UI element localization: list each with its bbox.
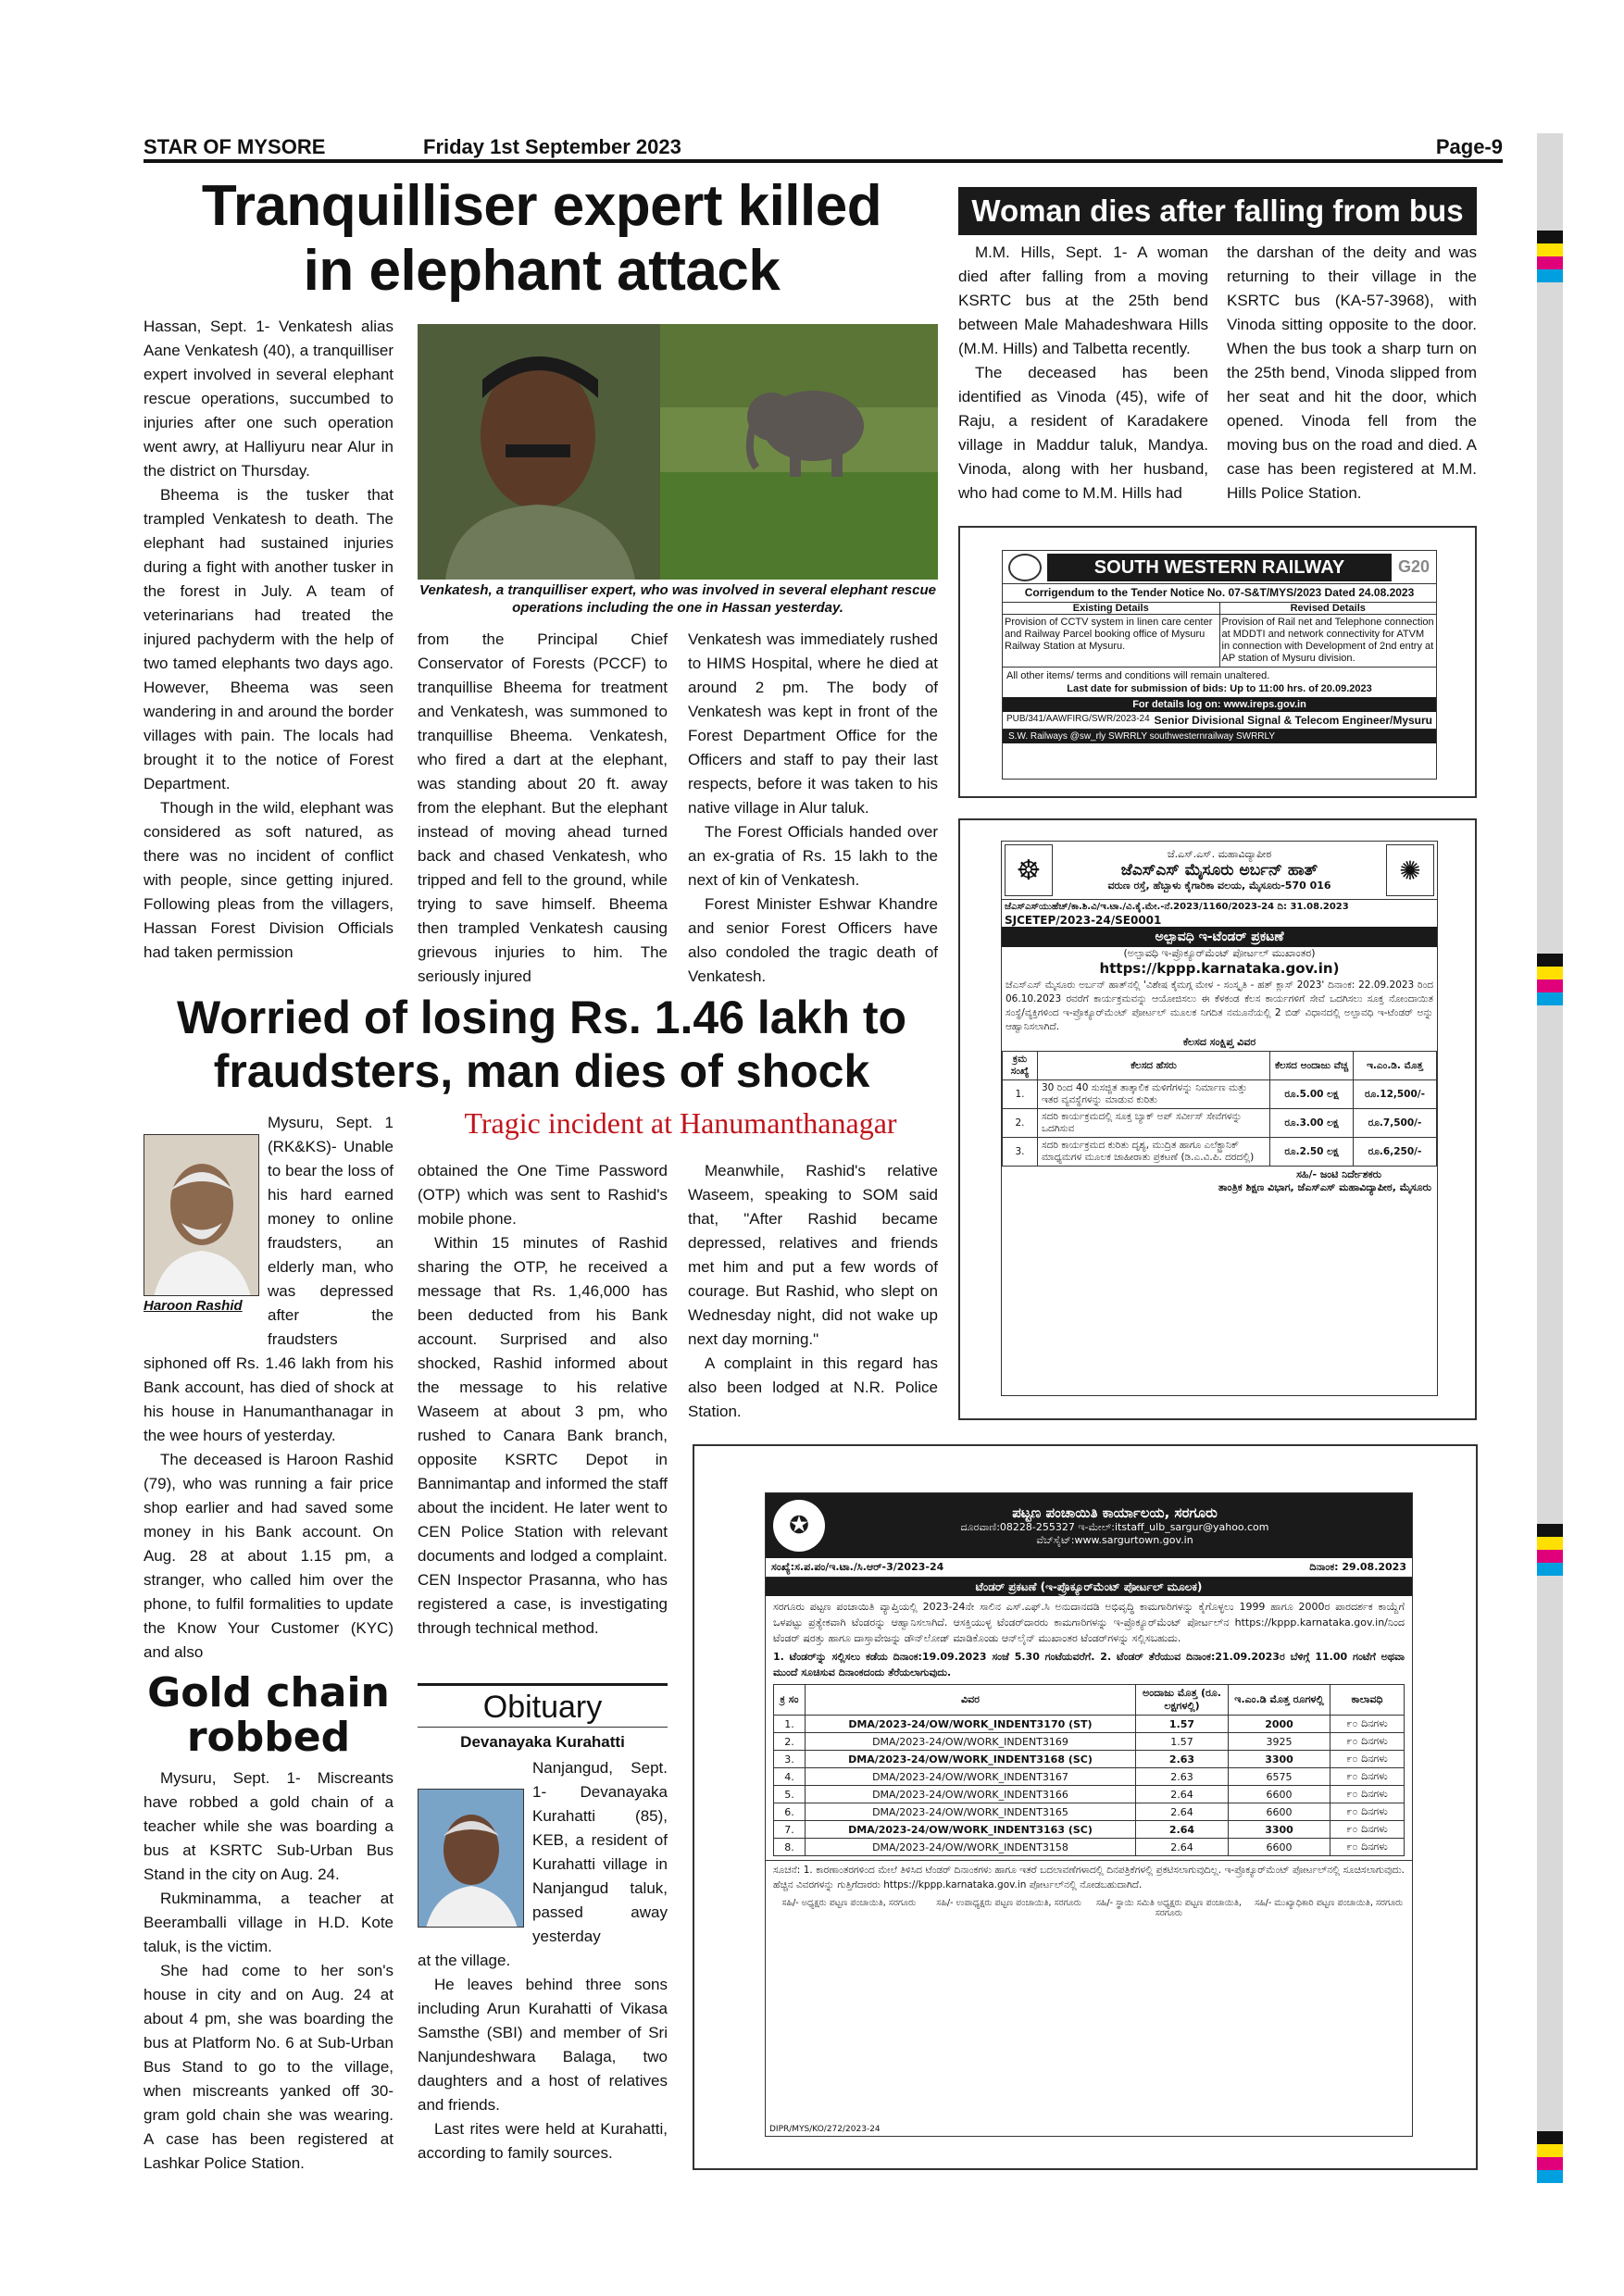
td: 1. — [774, 1716, 806, 1733]
ad-sargur-tender — [693, 1444, 1478, 2170]
article1-column2 — [418, 628, 668, 989]
paragraph: Bheema is the tusker that trampled Venkatesh to death. The elephant had sustained injuries during a fight with another tusker in the forest in July. A team of veterinarians had treated the injured pachyderm with the help of two tamed elephants two days ago. However, Bheema was seen wandering in and around the border villages with pain. The locals had brought it to the notice of Forest Department. — [144, 486, 394, 792]
td: 2.64 — [1136, 1803, 1229, 1821]
paper-name: STAR OF MYSORE — [144, 135, 326, 158]
article3-column2 — [418, 1159, 668, 1641]
sargur-title: ಪಟ್ಟಣ ಪಂಚಾಯಿತಿ ಕಾರ್ಯಾಲಯ, ಸರಗೂರು — [1012, 1504, 1218, 1521]
railway-footer-left: PUB/341/AAWFIRG/SWR/2023-24 — [1006, 714, 1150, 724]
portrait-illustration — [418, 324, 660, 580]
table-row — [1003, 1138, 1437, 1167]
th: ಕ್ರಮ ಸಂಖ್ಯೆ — [1003, 1052, 1038, 1080]
td: ೯೦ ದಿನಗಳು — [1330, 1803, 1405, 1821]
table-row — [774, 1803, 1405, 1821]
table-header-row — [774, 1685, 1405, 1716]
paragraph: The deceased has been identified as Vinoda (45), wife of Raju, a resident of Karadakere village in Maddur taluk, Mandya. Vinoda, along with her husband, who had come to M.M. Hills had — [958, 364, 1208, 502]
jss-sign1: ಸಹಿ/- ಜಂಟಿ ನಿರ್ದೇಶಕರು — [1296, 1168, 1381, 1180]
registration-strip-mid — [1537, 954, 1563, 2183]
jss-ref2: SJCETEP/2023-24/SE0001 — [1005, 914, 1162, 927]
ad-south-western-railway — [958, 526, 1477, 798]
paragraph: at the village. — [418, 1952, 511, 1969]
page-header — [144, 133, 1503, 163]
table-row — [774, 1786, 1405, 1803]
th: ಕಾಲಾವಧಿ — [1330, 1685, 1405, 1716]
td: 5. — [774, 1786, 806, 1803]
td: 2. — [1003, 1109, 1038, 1138]
page-number: Page-9 — [1435, 135, 1503, 158]
td: ಸದರಿ ಕಾರ್ಯಕ್ರಮದ ಕುರಿತು ದೃಶ್ಯ, ಮುದ್ರಿತ ಹಾಗೂ ಎಲೆಕ್ಟ್ರಾನಿಕ್ ಮಾಧ್ಯಮಗಳ ಮೂಲಕ ಜಾಹೀರಾತು ಪ್ರಕಟಣೆ (ಡಿ.ಎ.ವಿ.ಪಿ. ದರದಲ್ಲಿ) — [1038, 1138, 1270, 1167]
haroon-caption: Haroon Rashid — [144, 1298, 243, 1314]
headline-line2: fraudsters, man dies of shock — [213, 1045, 870, 1097]
td: 8. — [774, 1839, 806, 1856]
table-row — [774, 1768, 1405, 1786]
sargur-sign: ಸಹಿ/- ಮುಖ್ಯಾಧಿಕಾರಿ ಪಟ್ಟಣ ಪಂಚಾಯಿತಿ, ಸರಗೂರು — [1255, 1898, 1404, 1908]
jss-logo-icon: ✺ — [1386, 844, 1434, 896]
article1-column3 — [688, 628, 938, 989]
headline-line2: robbed — [186, 1714, 351, 1761]
table-header-row — [1003, 1052, 1437, 1080]
railway-note1: All other items/ terms and conditions will remain unaltered. — [1006, 670, 1270, 681]
table-row — [774, 1839, 1405, 1856]
jss-banner: ಅಲ್ಪಾವಧಿ ಇ-ಟೆಂಡರ್ ಪ್ರಕಟಣೆ — [1002, 927, 1437, 947]
td: ೯೦ ದಿನಗಳು — [1330, 1839, 1405, 1856]
paragraph: He leaves behind three sons including Arun Kurahatti of Vikasa Samsthe (SBI) and member of Sri Nanjundeshwara Balaga, two daughters and a host of relatives and friends. — [418, 1976, 668, 2114]
table-row — [774, 1733, 1405, 1751]
paragraph: A complaint in this regard has also been lodged at N.R. Police Station. — [688, 1354, 938, 1420]
td: ರೂ.3.00 ಲಕ್ಷ — [1270, 1109, 1354, 1138]
td: 2.64 — [1136, 1786, 1229, 1803]
sargur-web: ವೆಬ್‌ಸೈಟ್:www.sargurtown.gov.in — [1036, 1534, 1193, 1546]
td: 2.63 — [1136, 1751, 1229, 1768]
td: 3300 — [1229, 1821, 1330, 1839]
sargur-body1: ಸರಗೂರು ಪಟ್ಟಣ ಪಂಚಾಯಿತಿ ವ್ಯಾಪ್ತಿಯಲ್ಲಿ 2023-24ನೇ ಸಾಲಿನ ಎಸ್.ಎಫ್.ಸಿ ಅನುದಾನದಡಿ ಅಭಿವೃದ್ಧಿ ಕಾಮಗಾರಿಗಳನ್ನು ಕೈಗೊಳ್ಳಲು 1999 ಹಾಗೂ 2000ರ ಪಾರದರ್ಶಕ ಕಾಯ್ದೆಗೆ ಒಳಪಟ್ಟು ಪ್ರತ್ಯೇಕವಾಗಿ ಟೆಂಡರನ್ನು ಆಹ್ವಾನಿಸಲಾಗಿದೆ. ಆಸಕ್ತಿಯುಳ್ಳ ಟೆಂಡರ್‌ದಾರರು ಕಾಮಗಾರಿಗಳನ್ನು ಇ-ಪ್ರೊಕ್ಯೂರ್‌ಮೆಂಟ್ ಪೋರ್ಟಲ್‌ನ https://kppp.karnataka.gov.in/ನಿಂದ ಟೆಂಡರ್ ಷರತ್ತು ಹಾಗೂ ದಾಸ್ತಾವೇಜನ್ನು ಡೌನ್‌ಲೋಡ್ ಮಾಡಿಕೊಂಡು ಆನ್‌ಲೈನ್ ಮುಖಾಂತರ ಟೆಂಡರ್‌ಗಳನ್ನು ಸಲ್ಲಿಸಬಹುದು. — [773, 1601, 1405, 1644]
td: 2.64 — [1136, 1821, 1229, 1839]
table-row — [774, 1716, 1405, 1733]
paragraph: Mysuru, Sept. 1 (RK&KS)- Unable to bear the loss of his hard earned money to online fraudsters, an elderly man, who was depressed after the fraudsters — [268, 1114, 394, 1348]
th: ಇ.ಎಂ.ಡಿ. ಮೊತ್ತ — [1354, 1052, 1437, 1080]
obituary-name: Devanayaka Kurahatti — [460, 1733, 625, 1751]
td: ೯೦ ದಿನಗಳು — [1330, 1716, 1405, 1733]
railway-note3: For details log on: www.ireps.gov.in — [1003, 697, 1436, 712]
th: ಅಂದಾಜು ಮೊತ್ತ (ರೂ. ಲಕ್ಷಗಳಲ್ಲಿ) — [1136, 1685, 1229, 1716]
sargur-date: ದಿನಾಂಕ: 29.08.2023 — [1309, 1561, 1406, 1573]
th: ಇ.ಎಂ.ಡಿ ಮೊತ್ತ ರೂಗಳಲ್ಲಿ — [1229, 1685, 1330, 1716]
td: DMA/2023-24/OW/WORK_INDENT3166 — [806, 1786, 1136, 1803]
jss-url: https://kppp.karnataka.gov.in) — [1099, 960, 1340, 977]
td: 3. — [774, 1751, 806, 1768]
jss-body: ಜೆಎಸ್‌ಎಸ್ ಮೈಸೂರು ಅರ್ಬನ್ ಹಾತ್‌ನಲ್ಲಿ 'ವಿಶೇಷ ಕೈಮಗ್ಗ ಮೇಳ - ಸಂಸ್ಕೃತಿ - ಹತ್ ಕ್ಲಾಸ್ 2023' ದಿನಾಂಕ: 22.09.2023 ರಿಂದ 06.10.2023 ರವರೆಗೆ ಕಾರ್ಯಕ್ರಮವನ್ನು ಆಯೋಜಿಸಲು ಈ ಕೆಳಕಂಡ ಕೆಲಸ ಕಾರ್ಯಗಳಿಗೆ ಸೇವೆ ಒದಗಿಸಲು ಸೂಕ್ತ ನೋಂದಾಯಿತ ಸಂಸ್ಥೆ/ವ್ಯಕ್ತಿಗಳಿಂದ ಇ-ಪ್ರೊಕ್ಯೂರ್‌ಮೆಂಟ್ ಪೋರ್ಟಲ್ ಮೂಲಕ ನಿಗದಿತ ನಮೂನೆಯಲ್ಲಿ 2 ಬಿಡ್ ವಿಧಾನದಲ್ಲಿ ಅಲ್ಪಾವಧಿ ಇ-ಟೆಂಡರ್ ಅನ್ನು ಆಹ್ವಾನಿಸಲಾಗಿದೆ. — [1006, 980, 1433, 1032]
jss-sign2: ತಾಂತ್ರಿಕ ಶಿಕ್ಷಣ ವಿಭಾಗ, ಜೆಎಸ್‌ಎಸ್ ಮಹಾವಿದ್ಯಾಪೀಠ, ಮೈಸೂರು — [1218, 1181, 1431, 1193]
td: ೯೦ ದಿನಗಳು — [1330, 1733, 1405, 1751]
article3-column3 — [688, 1159, 938, 1424]
ad-jss-urban-haat — [958, 818, 1477, 1420]
sargur-sign: ಸಹಿ/- ಸ್ಥಾಯಿ ಸಮಿತಿ ಅಧ್ಯಕ್ಷರು ಪಟ್ಟಣ ಪಂಚಾಯಿತಿ, ಸರಗೂರು — [1095, 1898, 1242, 1918]
col-existing-label: Existing Details — [1003, 603, 1219, 615]
photo-caption: Venkatesh, a tranquilliser expert, who was involved in several elephant rescue operations including the one in Hassan yesterday. — [419, 582, 936, 616]
td: 6600 — [1229, 1786, 1330, 1803]
paragraph: Meanwhile, Rashid's relative Waseem, speaking to SOM said that, "After Rashid became depressed, relatives and friends met him and put a few words of courage. But Rashid, who slept on Wednesday night, did not wake up next day morning." — [688, 1162, 938, 1348]
paragraph: Venkatesh was immediately rushed to HIMS Hospital, where he died at around 2 pm. The body of Venkatesh was kept in front of the Forest Department Office for the Officers and staff to pay their last respects, before it was taken to his native village in Alur taluk. — [688, 630, 938, 817]
obituary-heading: Obituary — [418, 1688, 668, 1728]
td: DMA/2023-24/OW/WORK_INDENT3158 — [806, 1839, 1136, 1856]
emblem-icon: ☸ — [1005, 844, 1053, 896]
td: DMA/2023-24/OW/WORK_INDENT3165 — [806, 1803, 1136, 1821]
td: 30 ರಿಂದ 40 ಸುಸಜ್ಜಿತ ತಾತ್ಕಾಲಿಕ ಮಳಿಗೆಗಳನ್ನು ನಿರ್ಮಾಣ ಮತ್ತು ಇತರ ವ್ಯವಸ್ಥೆಗಳನ್ನು ಮಾಡುವ ಕುರಿತು — [1038, 1080, 1270, 1109]
headline-line2: in elephant attack — [303, 239, 781, 303]
sargur-ref: ಸಂಖ್ಯೆ:ಸ.ಪ.ಪಂ/ಇ.ಟಾ./ಸಿ.ಆರ್-3/2023-24 — [771, 1561, 944, 1573]
td: 4. — [774, 1768, 806, 1786]
td: 1. — [1003, 1080, 1038, 1109]
td: DMA/2023-24/OW/WORK_INDENT3163 (SC) — [806, 1821, 1136, 1839]
revised-details: Provision of Rail net and Telephone connection at MDDTI and network connectivity for ATVM in connection with Development of 2nd entry at AP station of Mysuru division. — [1221, 617, 1434, 664]
article-headline-fraud — [144, 991, 940, 1098]
table-row — [1003, 1080, 1437, 1109]
railway-subtitle: Corrigendum to the Tender Notice No. 07-S&T/MYS/2023 Dated 24.08.2023 — [1024, 586, 1415, 599]
td: 2.63 — [1136, 1768, 1229, 1786]
paragraph: Mysuru, Sept. 1- Miscreants have robbed a gold chain of a teacher while she was boarding a bus at KSRTC Sub-Urban Bus Stand in the city on Aug. 24. — [144, 1769, 394, 1883]
sargur-sign: ಸಹಿ/- ಉಪಾಧ್ಯಕ್ಷರು ಪಟ್ಟಣ ಪಂಚಾಯಿತಿ, ಸರಗೂರು — [936, 1898, 1081, 1908]
paragraph: the darshan of the deity and was returning to their village in the KSRTC bus (KA-57-3968), with Vinoda sitting opposite to the door. When the bus took a sharp turn on the 25th bend, Vinoda slipped from her seat and hit the door, which opened. Vinoda fell from the moving bus on the road and died. A case has been registered at M.M. Hills Police Station. — [1227, 243, 1477, 502]
jss-ref: ಜೆಎಸ್‌ಎಸ್‌ಯುಹೆಚ್/ಕಾ.ಶಿ.ವಿ/ಇ.ಟಾ./ವಿ.ಕೈ.ಮೇ.-ನೆ.2023/1160/2023-24 ದಿ: 31.08.2023 — [1005, 902, 1349, 912]
paragraph: from the Principal Chief Conservator of Forests (PCCF) to tranquillise Bheema for treatment and Venkatesh, was summoned to tranquillise Bheema. Venkatesh, who fired a dart at the elephant, was standing about 20 ft. away from the elephant. But the elephant instead of moving ahead turned back and chased Venkatesh, who tripped and fell to the ground, while trying to save himself. Bheema then trampled Venkatesh causing grievous injuries to him. The seriously injured — [418, 630, 668, 985]
sargur-tender-table — [773, 1684, 1405, 1856]
td: 6600 — [1229, 1803, 1330, 1821]
sargur-body2: 1. ಟೆಂಡರ್‌ನ್ನು ಸಲ್ಲಿಸಲು ಕಡೆಯ ದಿನಾಂಕ:19.09.2023 ಸಂಜೆ 5.30 ಗಂಟೆಯವರೆಗೆ. 2. ಟೆಂಡರ್ ತೆರೆಯುವ ದಿನಾಂಕ:21.09.2023ರ ಬೆಳಿಗ್ಗೆ 11.00 ಗಂಟೆಗೆ ಅಥವಾ ಮುಂದೆ ಸೂಚಿಸುವ ದಿನಾಂಕದಂದು ತೆರೆಯಲಾಗುವುದು. — [773, 1651, 1405, 1678]
venkatesh-photo — [418, 324, 660, 580]
td: DMA/2023-24/OW/WORK_INDENT3170 (ST) — [806, 1716, 1136, 1733]
headline-line1: Tranquilliser expert killed — [201, 174, 882, 238]
sargur-sign: ಸಹಿ/- ಅಧ್ಯಕ್ಷರು ಪಟ್ಟಣ ಪಂಚಾಯಿತಿ, ಸರಗೂರು — [781, 1898, 917, 1908]
td: ಸದರಿ ಕಾರ್ಯಕ್ರಮದಲ್ಲಿ ಸೂಕ್ತ ಬ್ಯಾಕ್ ಅಪ್ ಸರ್ವೀಸ್ ಸೇವೆಗಳನ್ನು ಒದಗಿಸುವ — [1038, 1109, 1270, 1138]
td: 2.64 — [1136, 1839, 1229, 1856]
td: 1.57 — [1136, 1716, 1229, 1733]
g20-logo-icon: G20 — [1397, 557, 1430, 576]
obituary-rule — [418, 1683, 668, 1686]
article-headline-elephant — [144, 174, 940, 304]
paragraph: Last rites were held at Kurahatti, according to family sources. — [418, 2120, 668, 2162]
table-row — [774, 1751, 1405, 1768]
paragraph: The Forest Officials handed over an ex-gratia of Rs. 15 lakh to the next of kin of Venkatesh. — [688, 823, 938, 889]
elephant-photo — [660, 324, 938, 580]
railway-footer-right: Senior Divisional Signal & Telecom Engineer/Mysuru — [1154, 714, 1432, 727]
td: ರೂ.7,500/- — [1354, 1109, 1437, 1138]
paragraph: Within 15 minutes of Rashid sharing the OTP, he received a message that Rs. 1,46,000 has been deducted from his Bank account. Surprised and also shocked, Rashid informed about the message to his relative Waseem at about 3 pm, who rushed to Canara Bank branch, opposite KSRTC Depot in Bannimantap and informed the staff about the incident. He later went to CEN Police Station with relevant documents and lodged a complaint. CEN Inspector Prasanna, who has registered a case, is investigating through technical method. — [418, 1234, 668, 1637]
td: 3. — [1003, 1138, 1038, 1167]
td: 2. — [774, 1733, 806, 1751]
headline-line1: Gold chain — [147, 1669, 390, 1716]
td: ರೂ.6,250/- — [1354, 1138, 1437, 1167]
railway-note2: Last date for submission of bids: Up to 11:00 hrs. of 20.09.2023 — [1067, 683, 1372, 694]
td: 6. — [774, 1803, 806, 1821]
td: DMA/2023-24/OW/WORK_INDENT3169 — [806, 1733, 1136, 1751]
paragraph: Forest Minister Eshwar Khandre and senior Forest Officers have also condoled the tragic death of Venkatesh. — [688, 895, 938, 985]
article4-body — [144, 1766, 394, 2176]
td: 6600 — [1229, 1839, 1330, 1856]
railway-title: SOUTH WESTERN RAILWAY — [1047, 554, 1392, 581]
jss-line3: ವರುಣ ರಸ್ತೆ, ಹೆಬ್ಬಾಳು ಕೈಗಾರಿಕಾ ವಲಯ, ಮೈಸೂರು-570 016 — [1107, 880, 1331, 892]
td: 3925 — [1229, 1733, 1330, 1751]
paragraph: siphoned off Rs. 1.46 lakh from his Bank account, has died of shock at his house in Hanumanthanagar in the wee hours of yesterday. — [144, 1354, 394, 1444]
table-row — [774, 1821, 1405, 1839]
td: 2000 — [1229, 1716, 1330, 1733]
article2-column1 — [958, 241, 1208, 505]
paragraph: Hassan, Sept. 1- Venkatesh alias Aane Venkatesh (40), a tranquilliser expert involved in several elephant rescue operations, succumbed to injuries after one such operation went awry, at Halliyuru near Alur in the district on Thursday. — [144, 318, 394, 480]
jss-tender-table — [1002, 1051, 1437, 1167]
article3-column1 — [144, 1111, 394, 1665]
paragraph: Rukminamma, a teacher at Beeramballi village in H.D. Kote taluk, is the victim. — [144, 1890, 394, 1955]
jss-table-title: ಕೆಲಸದ ಸಂಕ್ಷಿಪ್ತ ವಿವರ — [1182, 1036, 1256, 1048]
td: DMA/2023-24/OW/WORK_INDENT3168 (SC) — [806, 1751, 1136, 1768]
col-revised-label: Revised Details — [1220, 603, 1437, 615]
elephant-illustration — [660, 324, 938, 580]
td: ರೂ.5.00 ಲಕ್ಷ — [1270, 1080, 1354, 1109]
td: ೯೦ ದಿನಗಳು — [1330, 1768, 1405, 1786]
td: 3300 — [1229, 1751, 1330, 1768]
th: ಕೆಲಸದ ಅಂದಾಜು ವೆಚ್ಚ — [1270, 1052, 1354, 1080]
th: ವಿವರ — [806, 1685, 1136, 1716]
railway-logo-icon — [1008, 554, 1042, 581]
article-headline-gold-chain — [144, 1671, 394, 1760]
sargur-contact: ದೂರವಾಣಿ:08228-255327 ಇ-ಮೇಲ್:itstaff_ulb_sargur@yahoo.com — [960, 1521, 1269, 1533]
td: ರೂ.12,500/- — [1354, 1080, 1437, 1109]
td: ೯೦ ದಿನಗಳು — [1330, 1821, 1405, 1839]
jss-line2: ಜೆಎಸ್‌ಎಸ್ ಮೈಸೂರು ಅರ್ಬನ್ ಹಾತ್ — [1120, 861, 1318, 880]
paragraph: Nanjangud, Sept. 1- Devanayaka Kurahatti (85), KEB, a resident of Kurahatti village in Nanjangud taluk, passed away yesterday — [532, 1759, 668, 1945]
registration-strip-top — [1537, 133, 1563, 986]
headline-line1: Worried of losing Rs. 1.46 lakh to — [176, 992, 907, 1043]
paragraph: She had come to her son's house in city and on Aug. 24 at about 4 pm, she was boarding the bus at Platform No. 6 at Sub-Urban Bus Stand to go to the village, when miscreants yanked off 30-gram gold chain she was wearing. A case has been registered at Lashkar Police Station. — [144, 1962, 394, 2172]
td: ೯೦ ದಿನಗಳು — [1330, 1751, 1405, 1768]
td: 1.57 — [1136, 1733, 1229, 1751]
th: ಕ್ರ ಸಂ — [774, 1685, 806, 1716]
sargur-footer: DIPR/MYS/KO/272/2023-24 — [769, 2125, 881, 2134]
article2-headline: Woman dies after falling from bus — [958, 187, 1477, 235]
sargur-banner: ಟೆಂಡರ್ ಪ್ರಕಟಣೆ (ಇ-ಪ್ರೊಕ್ಯೂರ್‌ಮೆಂಟ್ ಪೋರ್ಟಲ್ ಮೂಲಕ) — [766, 1578, 1412, 1596]
karnataka-emblem-icon: ✪ — [773, 1500, 825, 1552]
paragraph: M.M. Hills, Sept. 1- A woman died after falling from a moving KSRTC bus at the 25th bend between Male Mahadeshwara Hills (M.M. Hills) and Talbetta recently. — [958, 243, 1208, 357]
sargur-note: ಸೂಚನೆ: 1. ಕಾರಣಾಂತರಗಳಿಂದ ಮೇಲೆ ತಿಳಿಸಿದ ಟೆಂಡರ್ ದಿನಾಂಕಗಳು ಹಾಗೂ ಇತರೆ ಬದಲಾವಣೆಗಳಾದಲ್ಲಿ ದಿನಪತ್ರಿಕೆಗಳಲ್ಲಿ ಪ್ರಕಟಿಸಲಾಗುವುದಿಲ್ಲ. ಇ-ಪ್ರೊಕ್ಯೂರ್‌ಮೆಂಟ್ ಪೋರ್ಟಲ್‌ನಲ್ಲಿ ಸೂಚಿಸಲಾಗುವುದು. ಹೆಚ್ಚಿನ ವಿವರಗಳನ್ನು ಗುತ್ತಿಗೆದಾರರು https://kppp.karnataka.gov.in ಪೋರ್ಟಲ್‌ನಲ್ಲಿ ನೋಡಬಹುದಾಗಿದೆ. — [766, 1860, 1412, 1894]
jss-line1: ಜೆ.ಎಸ್.ಎಸ್. ಮಹಾವಿದ್ಯಾಪೀಠ — [1167, 848, 1272, 860]
existing-details: Provision of CCTV system in linen care center and Railway Parcel booking office of Mysuru Railway Station at Mysuru. — [1005, 617, 1213, 652]
td: 6575 — [1229, 1768, 1330, 1786]
td: ರೂ.2.50 ಲಕ್ಷ — [1270, 1138, 1354, 1167]
table-row — [1003, 1109, 1437, 1138]
th: ಕೆಲಸದ ಹೆಸರು — [1038, 1052, 1270, 1080]
issue-date: Friday 1st September 2023 — [423, 135, 681, 158]
td: DMA/2023-24/OW/WORK_INDENT3167 — [806, 1768, 1136, 1786]
jss-sub: (ಅಲ್ಪಾವಧಿ ಇ-ಪ್ರೊಕ್ಯೂರ್‌ಮೆಂಟ್ ಪೋರ್ಟಲ್ ಮುಖಾಂತರ) — [1123, 947, 1316, 959]
obituary-body — [418, 1756, 668, 2165]
paragraph: The deceased is Haroon Rashid (79), who was running a fair price shop earlier and had saved some money in his Bank account. On Aug. 28 at about 1.15 pm, a stranger, who called him over the phone, to fulfil formalities to update the Know Your Customer (KYC) and also — [144, 1451, 394, 1661]
article1-column1 — [144, 315, 394, 965]
td: 7. — [774, 1821, 806, 1839]
article2-column2 — [1227, 241, 1477, 505]
railway-social: S.W. Railways @sw_rly SWRRLY southwesternrailway SWRRLY — [1003, 730, 1436, 743]
paragraph: obtained the One Time Password (OTP) which was sent to Rashid's mobile phone. — [418, 1162, 668, 1228]
paragraph: Though in the wild, elephant was considered as soft natured, as there was no incident of conflict with people, since getting injured. Following pleas from the villagers, Hassan Forest Division Officials had taken permission — [144, 799, 394, 961]
td: ೯೦ ದಿನಗಳು — [1330, 1786, 1405, 1803]
article3-subhead: Tragic incident at Hanumanthanagar — [464, 1106, 897, 1140]
